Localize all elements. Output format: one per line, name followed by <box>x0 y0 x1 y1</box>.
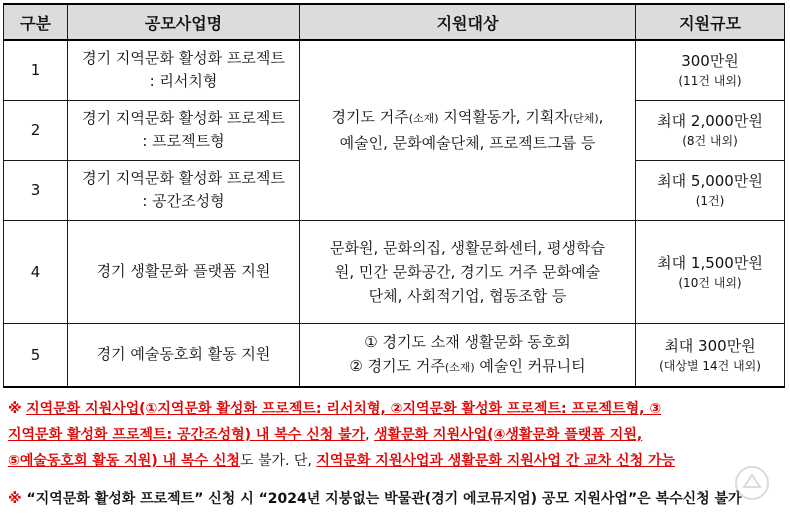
row-number: 2 <box>4 100 68 160</box>
target-line1: ① 경기도 소재 생활문화 동호회 <box>364 332 571 351</box>
scale-count: (8건 내외) <box>682 134 738 148</box>
program-name <box>68 100 300 160</box>
target-line2: ② 경기도 거주(소재) 예술인 커뮤니티 <box>349 356 586 375</box>
support-scale <box>636 100 785 160</box>
header-scale: 지원규모 <box>636 4 785 40</box>
row-number: 3 <box>4 160 68 220</box>
watermark-icon <box>732 463 772 503</box>
scale-amount: 최대 1,500만원 <box>657 253 763 272</box>
target-merged <box>300 40 636 220</box>
target-row4 <box>300 220 636 323</box>
target-row5 <box>300 323 636 387</box>
target-line1: 경기도 거주(소재) 지역활동가, 기획자(단체), <box>331 108 604 127</box>
note-2 <box>8 487 784 511</box>
note-2-text: “지역문화 활성화 프로젝트” 신청 시 “2024년 지붕없는 박물관(경기 에코뮤지엄) 공모 지원사업”은 복수신청 불가 <box>26 491 742 507</box>
program-name-line1: 경기 지역문화 활성화 프로젝트 <box>82 169 285 187</box>
note-1-plain: 도 불가. 단, <box>239 453 317 469</box>
target-line2: 원, 민간 문화공간, 경기도 거주 문화예술 <box>334 262 601 281</box>
row-number: 5 <box>4 323 68 387</box>
support-scale <box>636 160 785 220</box>
program-name <box>68 160 300 220</box>
program-name-line1: 경기 지역문화 활성화 프로젝트 <box>82 109 285 127</box>
header-category: 구분 <box>4 4 68 40</box>
note-1-red-part1: 지역문화 지원사업(①지역문화 활성화 프로젝트: 리서치형, ②지역문화 활성화 프로젝트: 프로젝트형, ③ <box>26 401 662 417</box>
note-1-separator: , <box>365 427 375 443</box>
program-table <box>3 3 785 388</box>
program-name <box>68 40 300 100</box>
table-header-row <box>4 4 785 40</box>
table-row <box>4 40 785 100</box>
program-name: 경기 생활문화 플랫폼 지원 <box>68 220 300 323</box>
note-1-red-part2: 지역문화 활성화 프로젝트: 공간조성형) 내 복수 신청 불가 <box>8 427 366 443</box>
row-number: 4 <box>4 220 68 323</box>
scale-count: (대상별 14건 내외) <box>659 358 761 373</box>
support-scale <box>636 323 785 387</box>
target-line2: 예술인, 문화예술단체, 프로젝트그룹 등 <box>339 134 596 153</box>
note-mark: ※ <box>8 491 22 507</box>
table-row <box>4 220 785 323</box>
scale-count: (1건) <box>695 194 725 208</box>
note-1-red-part3: 생활문화 지원사업(④생활문화 플랫폼 지원, <box>374 427 643 443</box>
program-name: 경기 예술동호회 활동 지원 <box>68 323 300 387</box>
table-row <box>4 323 785 387</box>
note-1-red-part5: 지역문화 지원사업과 생활문화 지원사업 간 교차 신청 가능 <box>316 453 676 469</box>
target-line3: 단체, 사회적기업, 협동조합 등 <box>368 286 567 305</box>
note-1-red-part4: ⑤예술동호회 활동 지원) 내 복수 신청 <box>8 453 240 469</box>
scale-amount: 최대 2,000만원 <box>657 112 763 130</box>
scale-count: (11건 내외) <box>678 74 742 89</box>
header-program-name: 공모사업명 <box>68 4 300 40</box>
target-line1: 문화원, 문화의집, 생활문화센터, 평생학습 <box>330 238 605 257</box>
scale-amount: 300만원 <box>681 52 739 71</box>
program-name-line2: : 공간조성형 <box>142 192 225 210</box>
note-mark: ※ <box>8 401 22 417</box>
scale-amount: 최대 5,000만원 <box>657 172 763 190</box>
support-scale <box>636 220 785 323</box>
program-name-line2: : 프로젝트형 <box>142 132 225 150</box>
scale-amount: 최대 300만원 <box>664 336 756 355</box>
notes-section <box>8 396 784 474</box>
program-name-line1: 경기 지역문화 활성화 프로젝트 <box>82 49 285 68</box>
program-name-line2: : 리서치형 <box>149 72 218 91</box>
scale-count: (10건 내외) <box>678 275 742 290</box>
row-number: 1 <box>4 40 68 100</box>
header-target: 지원대상 <box>300 4 636 40</box>
note-1 <box>8 396 784 474</box>
support-scale <box>636 40 785 100</box>
